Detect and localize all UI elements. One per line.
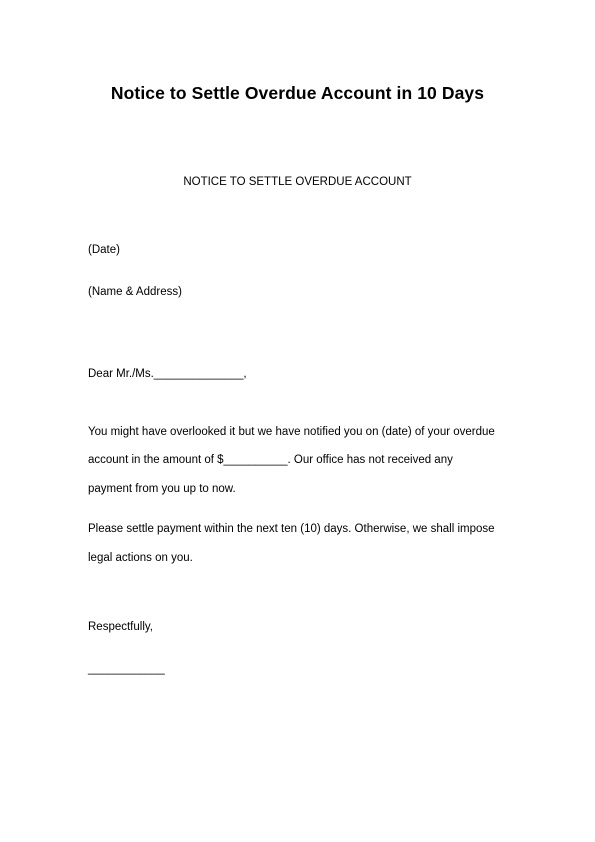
- paragraph-line: account in the amount of $__________. Our office has not received any: [88, 454, 453, 466]
- salutation: Dear Mr./Ms.______________,: [88, 368, 247, 380]
- paragraph-line: payment from you up to now.: [88, 483, 236, 495]
- paragraph-line: Please settle payment within the next ten (10) days. Otherwise, we shall impose: [88, 523, 495, 535]
- paragraph-line: legal actions on you.: [88, 552, 193, 564]
- closing: Respectfully,: [88, 621, 153, 633]
- address-placeholder: (Name & Address): [88, 286, 182, 298]
- paragraph-line: You might have overlooked it but we have notified you on (date) of your overdue: [88, 426, 495, 438]
- notice-heading: NOTICE TO SETTLE OVERDUE ACCOUNT: [183, 176, 412, 188]
- document-title: Notice to Settle Overdue Account in 10 Days: [110, 83, 485, 103]
- signature-line: ____________: [88, 663, 165, 675]
- date-placeholder: (Date): [88, 244, 120, 256]
